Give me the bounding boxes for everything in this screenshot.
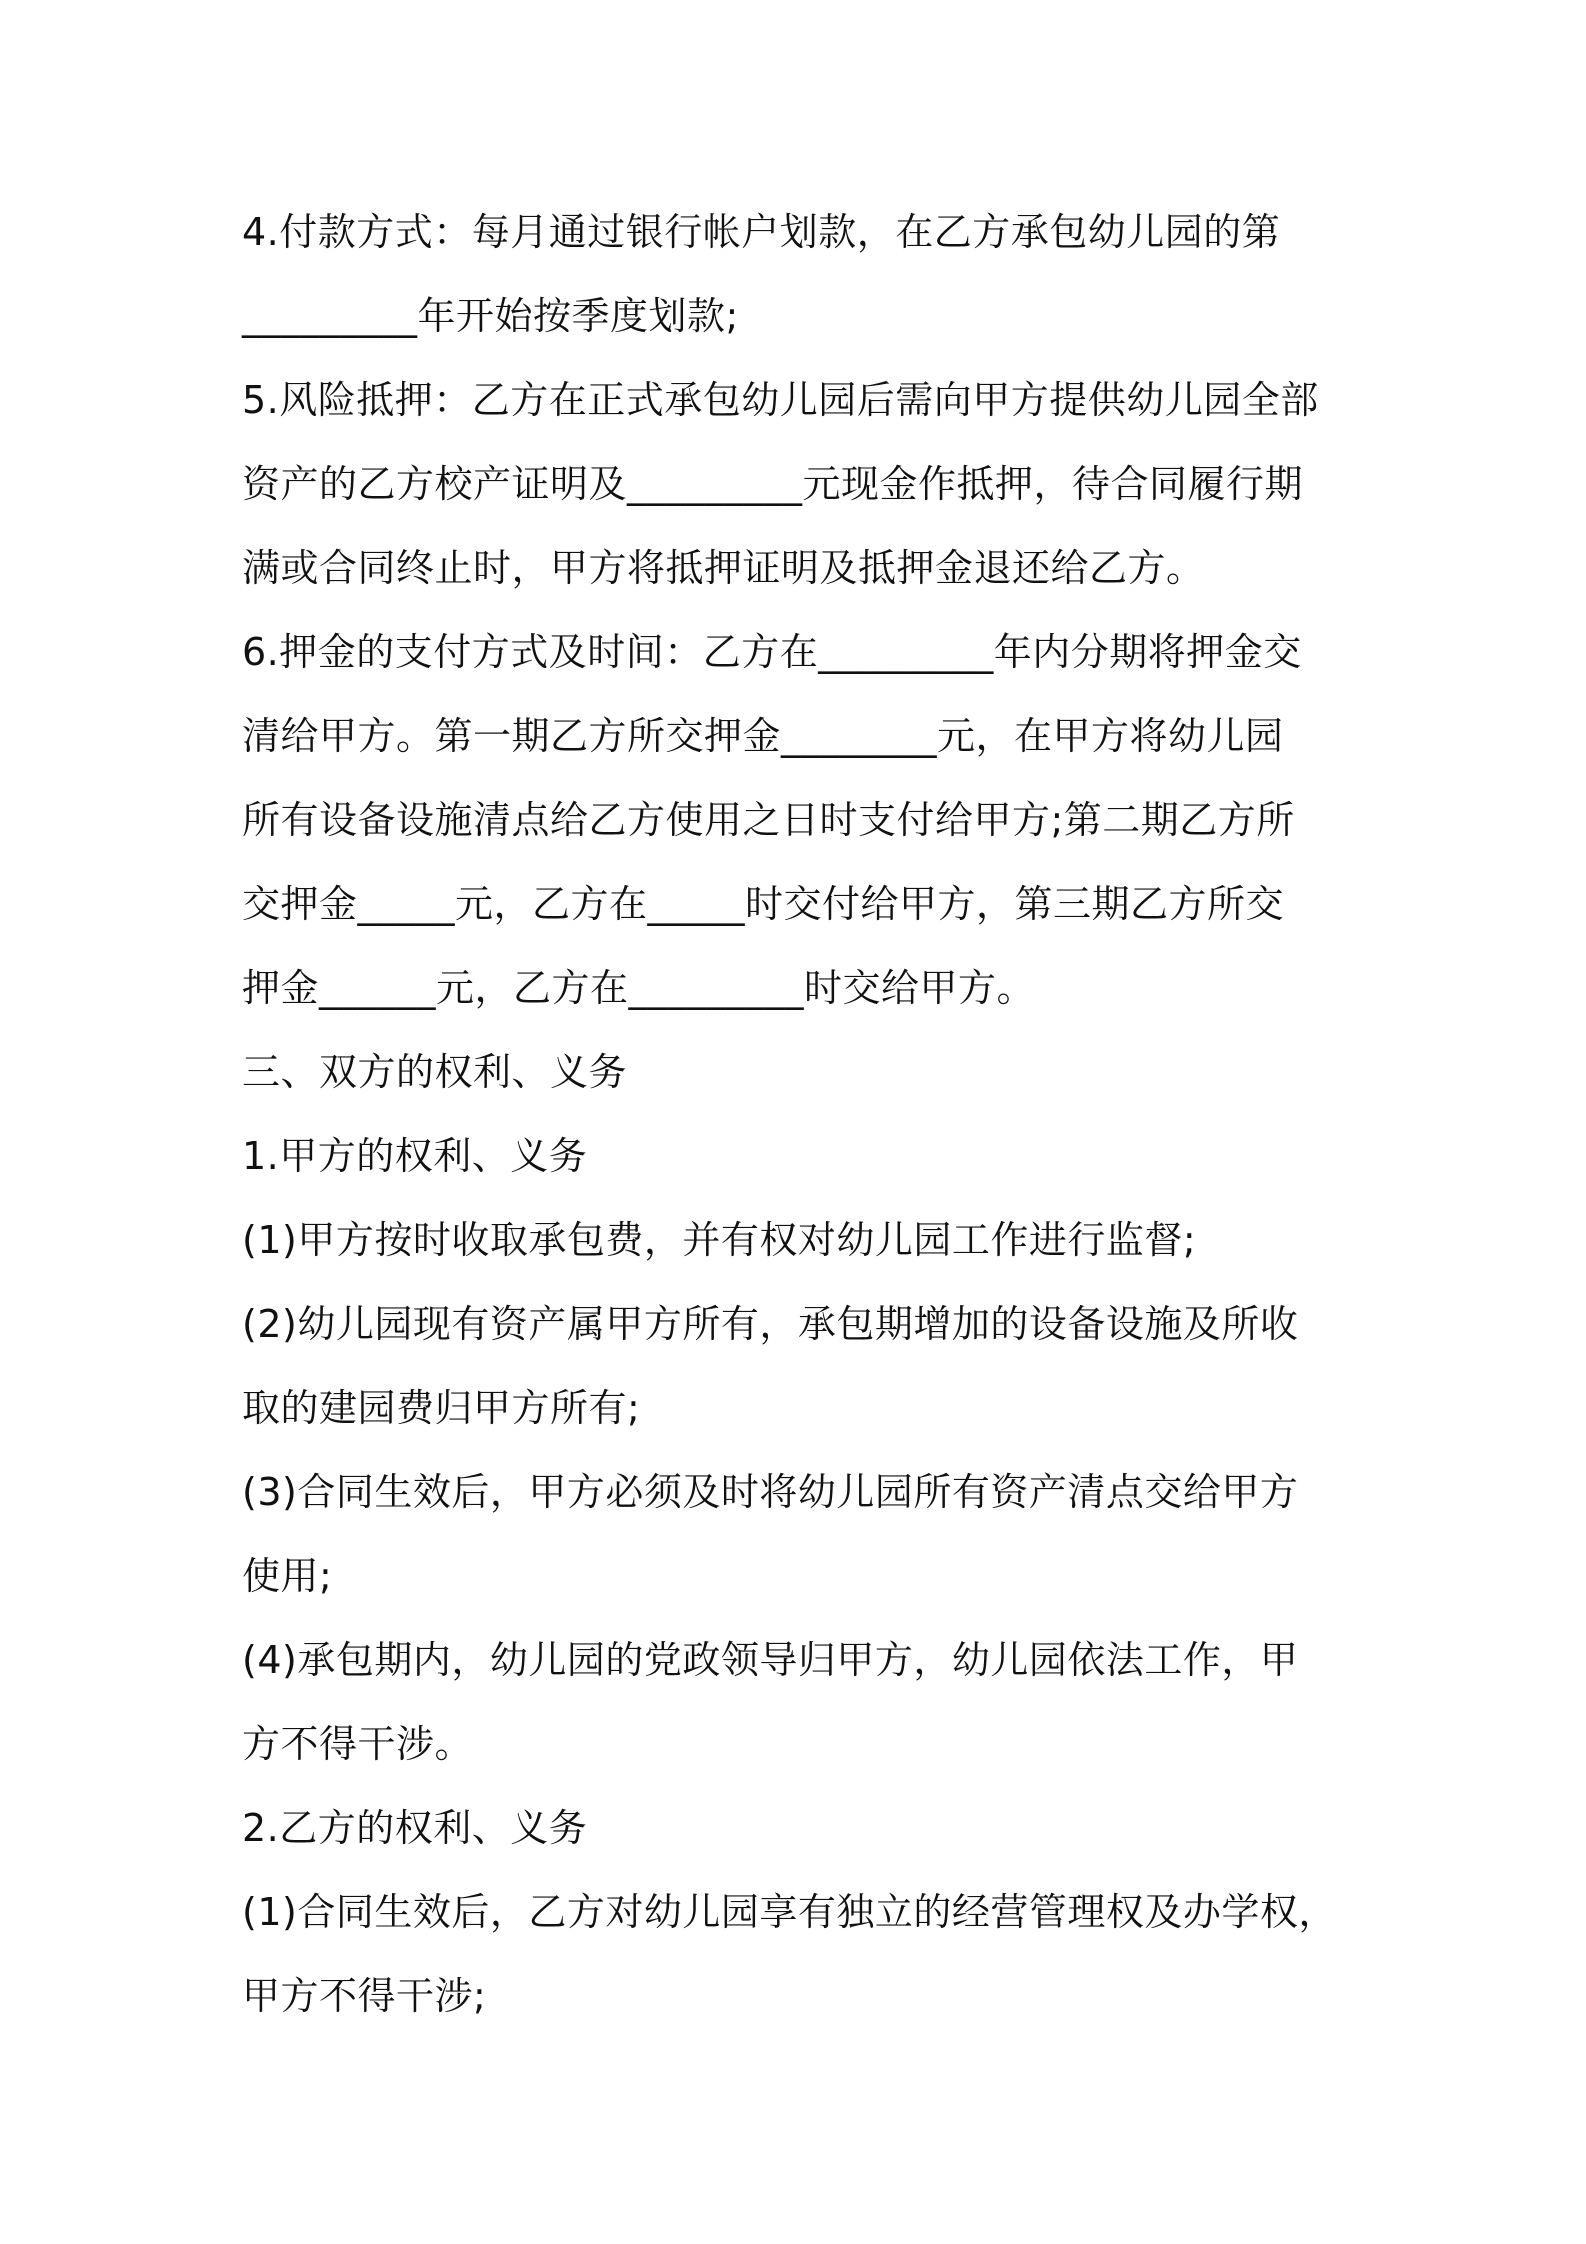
text-line: 清给甲方。第一期乙方所交押金________元，在甲方将幼儿园: [242, 714, 1284, 758]
text-line: 资产的乙方校产证明及_________元现金作抵押，待合同履行期: [242, 462, 1304, 506]
text-line: (2)幼儿园现有资产属甲方所有，承包期增加的设备设施及所收: [242, 1302, 1299, 1346]
text-line: (4)承包期内，幼儿园的党政领导归甲方，幼儿园依法工作，甲: [242, 1638, 1299, 1682]
text-line: 交押金_____元，乙方在_____时交付给甲方，第三期乙方所交: [242, 882, 1285, 926]
text-line: 5.风险抵押：乙方在正式承包幼儿园后需向甲方提供幼儿园全部: [242, 378, 1319, 422]
text-line: 押金______元，乙方在_________时交给甲方。: [242, 966, 1036, 1010]
text-line: 满或合同终止时，甲方将抵押证明及抵押金退还给乙方。: [242, 546, 1205, 590]
subsection-heading: 2.乙方的权利、义务: [242, 1806, 588, 1850]
section-heading: 三、双方的权利、义务: [242, 1050, 628, 1094]
text-line: 6.押金的支付方式及时间：乙方在_________年内分期将押金交: [242, 630, 1302, 674]
text-line: (1)甲方按时收取承包费，并有权对幼儿园工作进行监督;: [242, 1218, 1197, 1262]
text-line: 方不得干涉。: [242, 1722, 474, 1766]
text-line: _________年开始按季度划款;: [242, 294, 739, 338]
text-line: (3)合同生效后，甲方必须及时将幼儿园所有资产清点交给甲方: [242, 1470, 1299, 1514]
text-line: 取的建园费归甲方所有;: [242, 1386, 641, 1430]
text-line: 使用;: [242, 1554, 333, 1598]
text-line: 4.付款方式：每月通过银行帐户划款，在乙方承包幼儿园的第: [242, 210, 1281, 254]
subsection-heading: 1.甲方的权利、义务: [242, 1134, 588, 1178]
text-line: (1)合同生效后，乙方对幼儿园享有独立的经营管理权及办学权，: [242, 1890, 1337, 1934]
document-body: [242, 190, 1362, 2038]
text-line: 甲方不得干涉;: [242, 1974, 487, 2018]
text-line: 所有设备设施清点给乙方使用之日时支付给甲方;第二期乙方所: [242, 798, 1295, 842]
